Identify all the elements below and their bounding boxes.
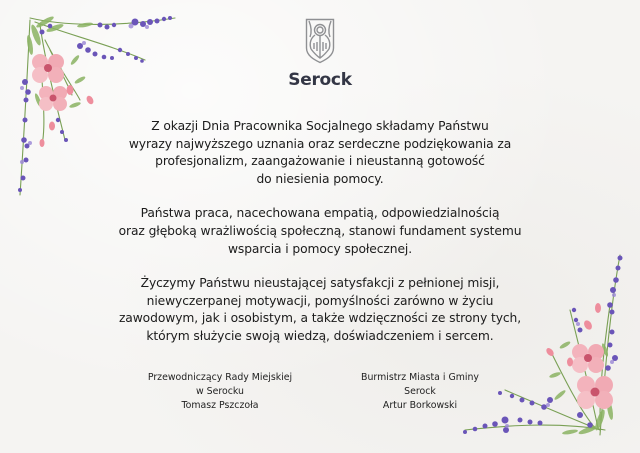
signature-title: Przewodniczący Rady Miejskiej — [147, 372, 293, 383]
serock-logo — [288, 18, 352, 90]
greeting-body — [0, 118, 640, 363]
text-line: Życzymy Państwu nieustającej satysfakcji z pełnionej misji, — [140, 276, 500, 291]
signature-title: w Serocku — [196, 386, 244, 397]
paragraph-2 — [0, 205, 640, 258]
text-line: do niesienia pomocy. — [256, 171, 384, 186]
text-line: niewyczerpanej motywacji, pomyślności zarówno w życiu — [146, 293, 494, 308]
signature-name: Tomasz Pszczoła — [181, 400, 259, 411]
logo-wordmark: Serock — [288, 70, 352, 90]
text-line: którym służycie swoją wiedzą, doświadczeniem i sercem. — [146, 328, 494, 343]
paragraph-1 — [0, 118, 640, 188]
text-line: wyrazy najwyższego uznania oraz serdeczne podziękowania za — [128, 136, 512, 151]
signature-council-chairman — [110, 371, 330, 413]
signature-title: Serock — [404, 386, 436, 397]
text-line: Z okazji Dnia Pracownika Socjalnego składamy Państwu — [151, 119, 489, 133]
coat-of-arms-icon — [305, 18, 335, 64]
text-line: oraz głęboką wrażliwością społeczną, stanowi fundament systemu — [118, 223, 522, 238]
signature-mayor — [330, 371, 510, 413]
paragraph-3 — [0, 275, 640, 345]
signature-title: Burmistrz Miasta i Gminy — [361, 372, 479, 383]
text-line: Państwa praca, nacechowana empatią, odpowiedzialnością — [140, 206, 500, 221]
signature-name: Artur Borkowski — [382, 400, 458, 411]
text-line: wsparcia i pomocy społecznej. — [227, 241, 413, 256]
text-line: profesjonalizm, zaangażowanie i nieustanną gotowość — [155, 154, 485, 169]
text-line: zawodowym, jak i osobistym, a także wdzięczności ze strony tych, — [118, 311, 522, 326]
